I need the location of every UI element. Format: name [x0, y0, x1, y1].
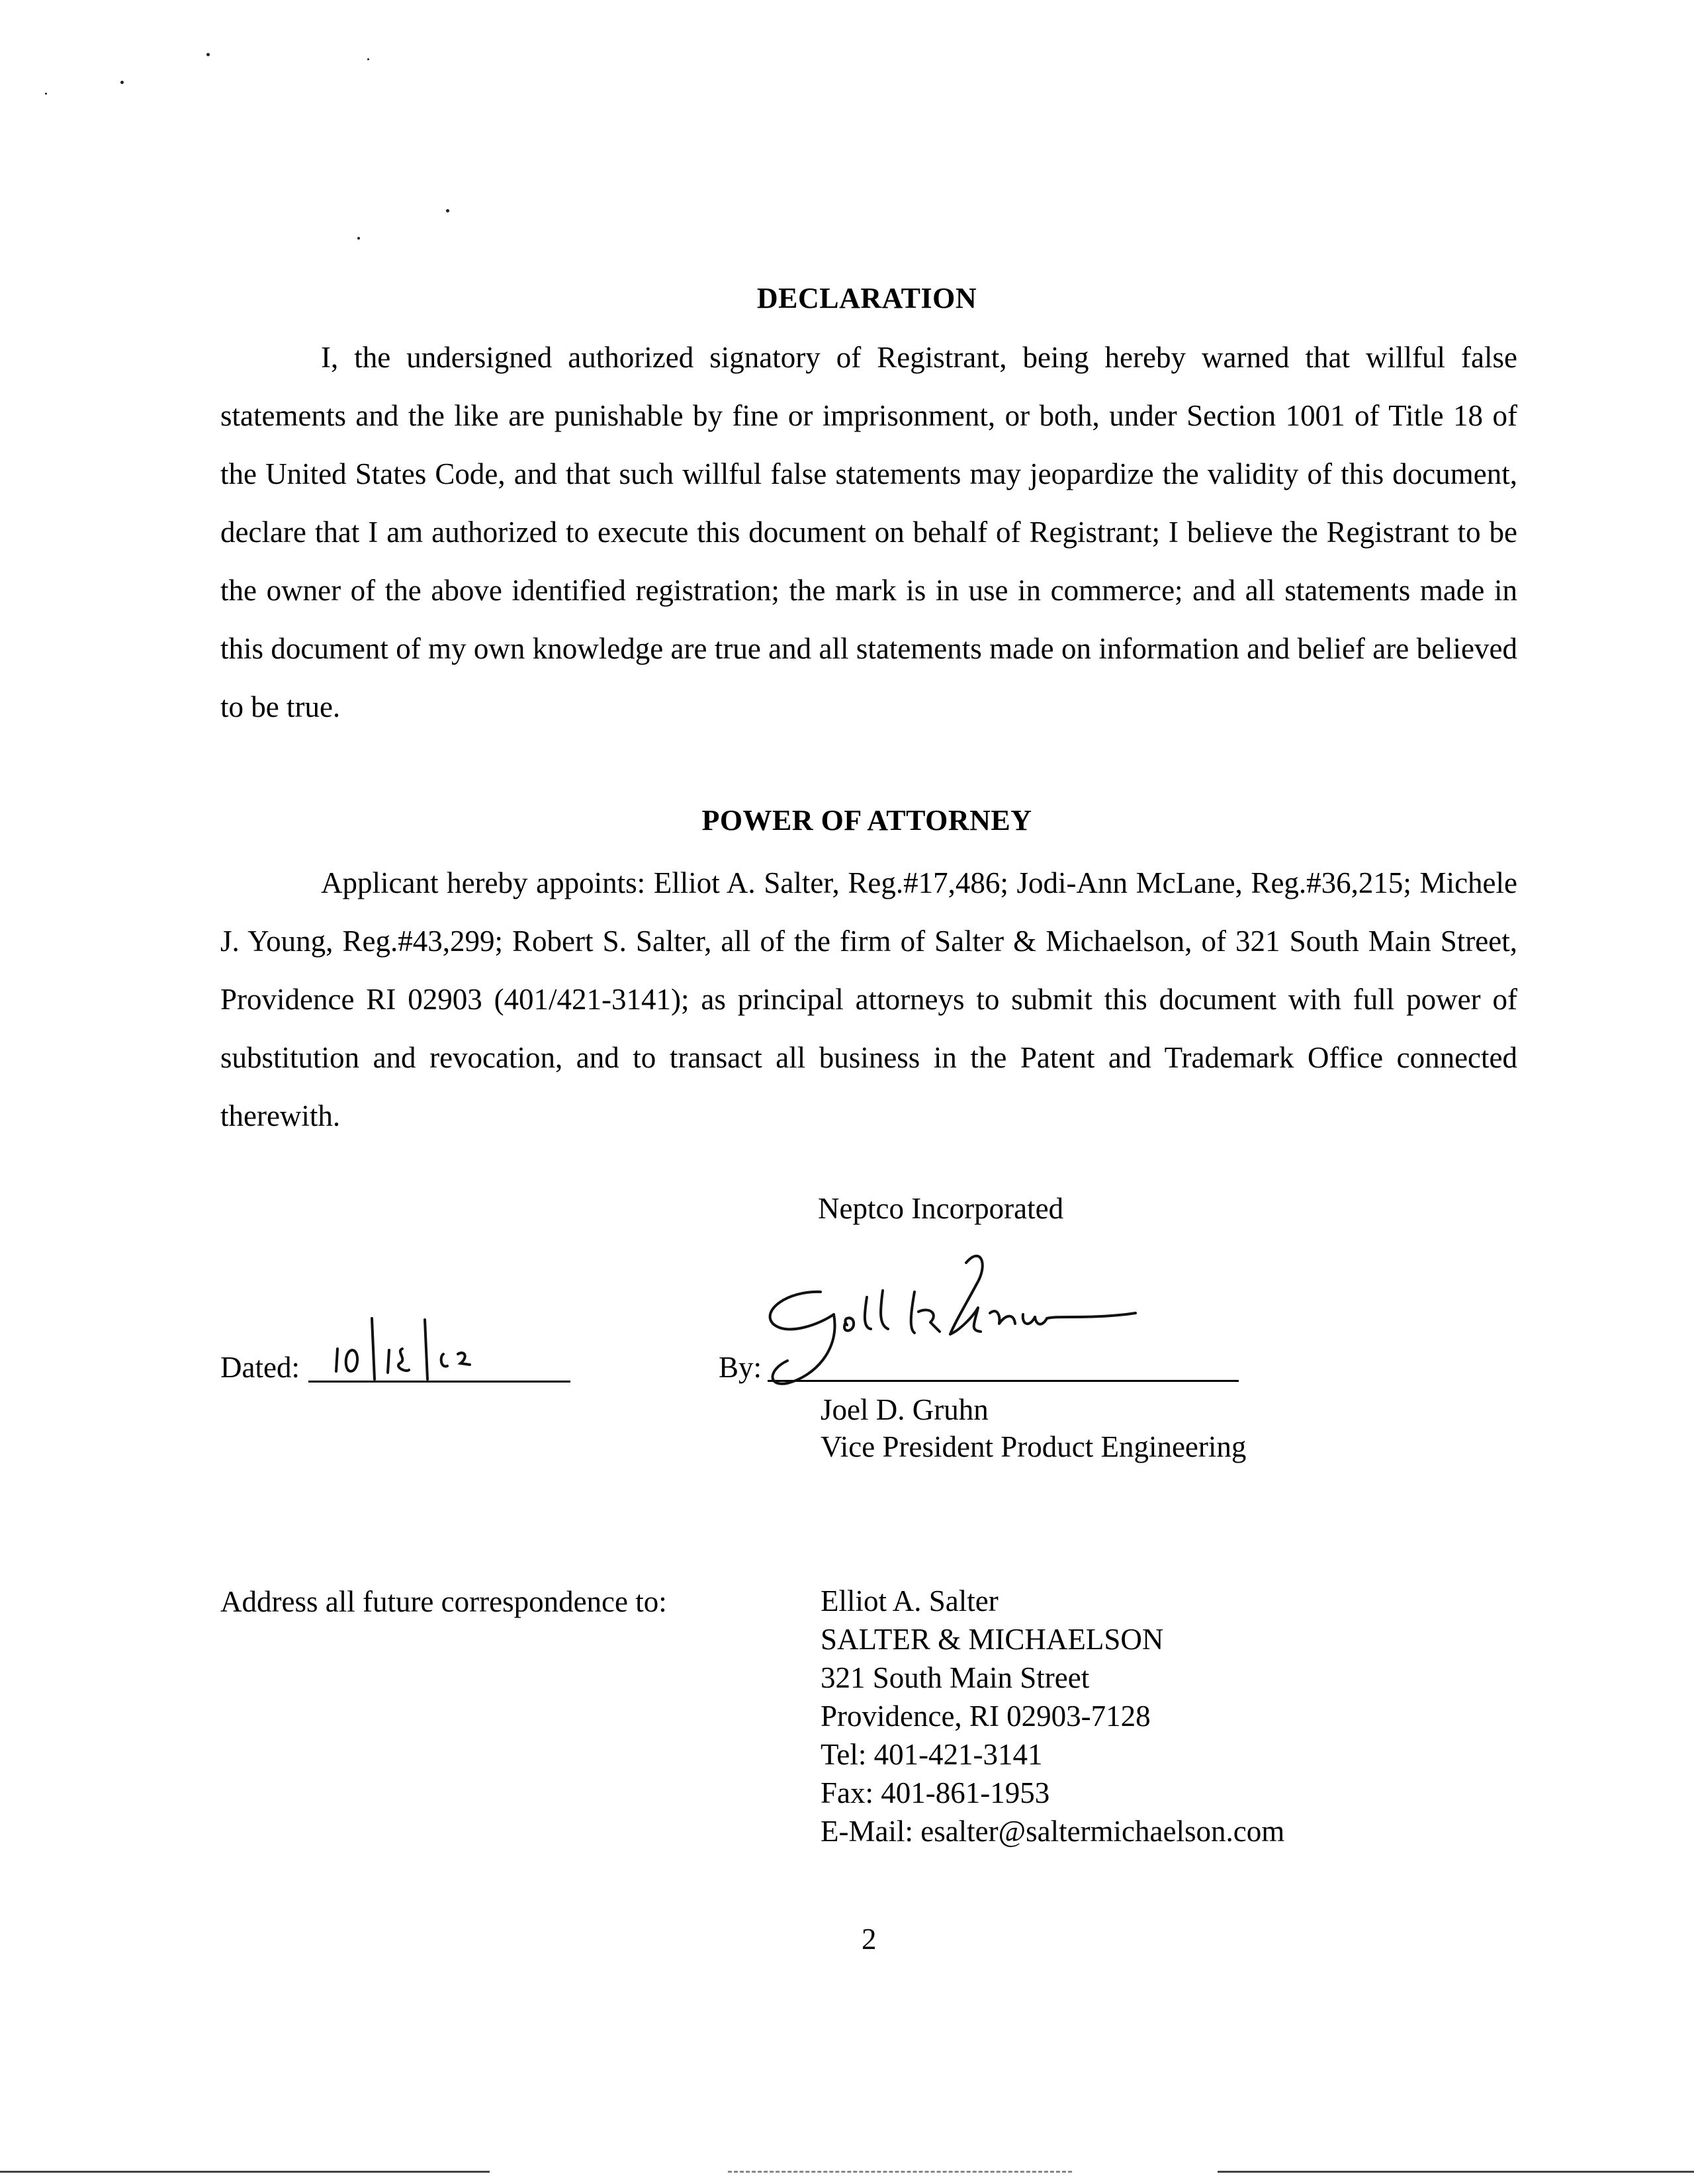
correspondence-address [821, 1582, 1284, 1850]
declaration-heading: DECLARATION [756, 282, 977, 314]
scan-speck [120, 81, 124, 84]
scan-edge-rule [1218, 2171, 1694, 2173]
power-of-attorney-body: Applicant hereby appoints: Elliot A. Salter, Reg.#17,486; Jodi-Ann McLane, Reg.#36,215; Michele J. Young, Reg.#43,299; Robert S. Salter, all of the firm of Salter & Michaelson, of 321 South Main Street, Providence RI 02903 (401/421-3141); as principal attorneys to submit this document with full power of substitution and revocation, and to transact all business in the Patent and Trademark Office connected therewith. [220, 866, 1517, 1132]
declaration-body: I, the undersigned authorized signatory of Registrant, being hereby warned that willful false statements and the like are punishable by fine or imprisonment, or both, under Section 1001 of Title 18 of the United States Code, and that such willful false statements may jeopardize the validity of this document, declare that I am authorized to execute this document on behalf of Registrant; I believe the Registrant to be the owner of the above identified registration; the mark is in use in commerce; and all statements made in this document of my own knowledge are true and all statements made on information and belief are believed to be true. [220, 341, 1517, 723]
address-line: Providence, RI 02903-7128 [821, 1700, 1151, 1733]
by-label: By: [719, 1351, 762, 1384]
page-number: 2 [862, 1923, 877, 1956]
signer-title: Vice President Product Engineering [821, 1430, 1247, 1463]
scan-speck [45, 93, 47, 95]
correspondence-label: Address all future correspondence to: [220, 1585, 667, 1618]
signer-name: Joel D. Gruhn [821, 1393, 989, 1426]
handwritten-date [311, 1310, 562, 1383]
address-line: SALTER & MICHAELSON [821, 1623, 1164, 1656]
address-line: Tel: 401-421-3141 [821, 1738, 1043, 1771]
address-line: E-Mail: esalter@saltermichaelson.com [821, 1815, 1285, 1848]
address-line: 321 South Main Street [821, 1661, 1090, 1694]
scan-speck [446, 209, 449, 212]
address-line: Fax: 401-861-1953 [821, 1776, 1050, 1809]
scan-speck [357, 237, 360, 240]
address-line: Elliot A. Salter [821, 1584, 999, 1617]
dated-label: Dated: [220, 1351, 300, 1384]
company-name: Neptco Incorporated [818, 1192, 1064, 1225]
power-of-attorney-heading: POWER OF ATTORNEY [701, 804, 1032, 837]
scan-edge-rule [728, 2171, 1072, 2173]
signature [741, 1251, 1204, 1403]
scan-speck [206, 53, 210, 56]
scan-speck [367, 58, 369, 60]
scan-edge-rule [0, 2171, 490, 2173]
